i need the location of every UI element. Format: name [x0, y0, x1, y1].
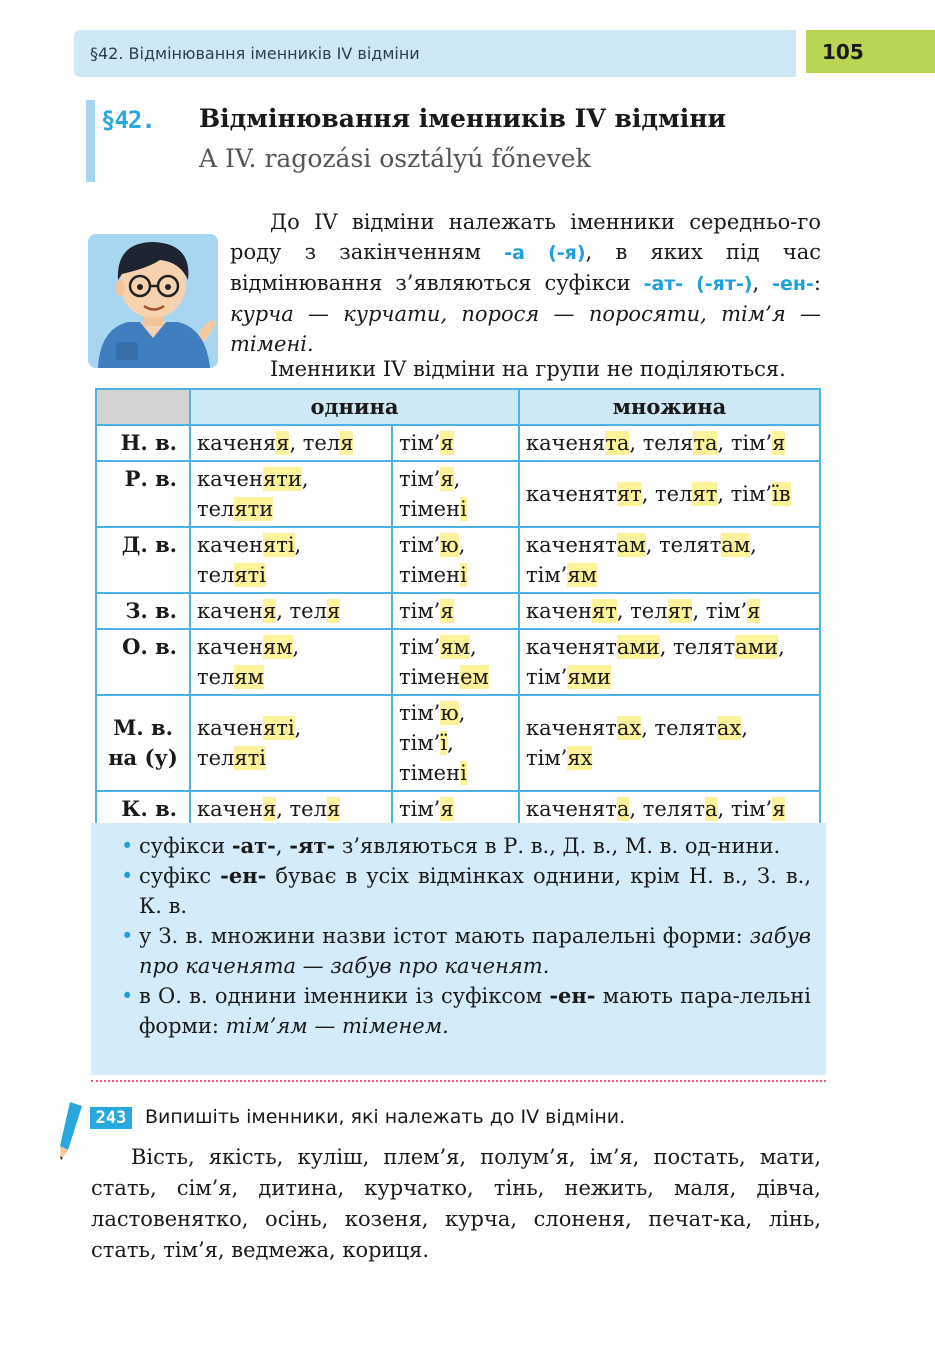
section-title: Відмінювання іменників IV відміни — [199, 104, 727, 133]
word-part: , телят — [629, 797, 705, 821]
word-part: , тім’ — [692, 599, 748, 623]
word-part: тімен — [399, 761, 461, 785]
table-row — [96, 527, 820, 593]
ending-highlight: а — [704, 797, 718, 821]
table-row — [96, 791, 820, 827]
plural-cell — [519, 425, 820, 461]
rule-text: суфікс — [139, 864, 221, 888]
ending-highlight: я — [440, 467, 454, 491]
section-subtitle: A IV. ragozási osztályú főnevek — [199, 144, 591, 173]
ending-highlight: і — [460, 497, 467, 521]
ending-highlight: та — [693, 431, 718, 455]
word-part: , телят — [641, 716, 717, 740]
rule-item — [121, 921, 811, 981]
word-part: , тел — [276, 797, 327, 821]
singular-tim-ya-cell — [392, 695, 519, 791]
word-part: тім’ — [526, 746, 568, 770]
intro-colon: : — [813, 271, 821, 295]
singular-tim-ya-cell — [392, 791, 519, 827]
word-part: , — [741, 716, 748, 740]
word-part: тім’ — [399, 431, 441, 455]
ending-highlight: ам — [616, 533, 646, 557]
rule-text: мають пара-лельні форми: — [139, 984, 811, 1038]
word-part: тімен — [399, 665, 461, 689]
word-part: качен — [197, 599, 263, 623]
table-row — [96, 695, 820, 791]
case-label: М. в. на (у) — [96, 695, 190, 791]
table-row — [96, 461, 820, 527]
ending-highlight: ями — [567, 665, 611, 689]
ending-highlight: я — [262, 599, 277, 623]
plural-cell — [519, 593, 820, 629]
suffix-en-marker: -ен- — [772, 273, 814, 295]
word-part: , — [294, 716, 302, 740]
ending-highlight: яті — [262, 533, 295, 557]
singular-animals-cell — [190, 791, 392, 827]
ending-highlight: ем — [460, 665, 489, 689]
singular-animals-cell — [190, 425, 392, 461]
rule-item — [121, 861, 811, 921]
singular-tim-ya-cell — [392, 593, 519, 629]
rule-text: у З. в. множини назви істот мають паралельні форми: — [139, 924, 750, 948]
ending-highlight: та — [605, 431, 630, 455]
rule-text: буває в усіх відмінках однини, крім Н. в., З. в., К. в. — [139, 864, 811, 918]
case-label: К. в. — [96, 791, 190, 827]
exercise-number: 243 — [90, 1107, 132, 1129]
word-part: , тел — [616, 599, 668, 623]
rule-text: , — [275, 834, 290, 858]
plural-cell — [519, 527, 820, 593]
singular-animals-cell — [190, 593, 392, 629]
ending-highlight: ам — [721, 533, 751, 557]
ending-highlight: ю — [440, 701, 459, 725]
word-part: тімен — [399, 497, 461, 521]
word-part: тім’ — [399, 731, 441, 755]
word-part: тімен — [399, 563, 461, 587]
word-part: качен — [197, 533, 263, 557]
intro-examples: курча — курчати, порося — поросяти, тім’я —тімені. — [230, 302, 821, 356]
case-label: Р. в. — [96, 461, 190, 527]
singular-tim-ya-cell — [392, 527, 519, 593]
word-part: каченя — [526, 431, 606, 455]
rules-list — [121, 831, 811, 1041]
ending-highlight: ят — [616, 482, 642, 506]
ending-highlight: я — [772, 797, 786, 821]
plural-cell — [519, 461, 820, 527]
word-part: , — [301, 467, 309, 491]
ending-highlight: ю — [440, 533, 459, 557]
intro-text-1: До IV відміни належать іменники середньо-го роду з закінченням — [230, 210, 821, 264]
exercise-word-list: Вість, якість, куліш, плем’я, полум’я, ім’я, постать, мати, стать, сім’я, дитина, курчатко, тінь, нежить, маля, дівча, ластовенятко, осінь, козеня, курча, слоненя, печат-ка, лінь, стать, тім’я, ведмежа, кориця. — [91, 1145, 821, 1262]
plural-cell — [519, 791, 820, 827]
word-part: качен — [197, 635, 263, 659]
word-part: каченят — [526, 635, 617, 659]
rule-suffix: -ят- — [289, 833, 336, 858]
word-part: , тел — [641, 482, 693, 506]
case-label: Н. в. — [96, 425, 190, 461]
word-part: каченя — [197, 431, 277, 455]
singular-tim-ya-cell — [392, 629, 519, 695]
ending-marker: -а (-я) — [504, 242, 586, 264]
word-part: тел — [197, 665, 235, 689]
rule-item — [121, 831, 811, 861]
word-part: тім’ — [399, 701, 441, 725]
word-part: качен — [197, 716, 263, 740]
plural-cell — [519, 629, 820, 695]
word-part: каченят — [526, 716, 617, 740]
word-part: , — [458, 533, 466, 557]
running-header-title: §42. Відмінювання іменників IV відміни — [90, 44, 420, 63]
singular-animals-cell — [190, 461, 392, 527]
table-header-row — [96, 389, 820, 425]
page-number-badge — [806, 30, 935, 73]
word-part: каченят — [526, 482, 617, 506]
ending-highlight: ям — [234, 665, 264, 689]
word-part: тім’ — [399, 635, 441, 659]
page-number: 105 — [822, 40, 864, 64]
ending-highlight: ят — [692, 482, 718, 506]
plural-cell — [519, 695, 820, 791]
word-part: , тім’ — [717, 797, 773, 821]
word-part: , телят — [645, 533, 722, 557]
ending-highlight: я — [440, 599, 454, 623]
table-row — [96, 629, 820, 695]
ending-highlight: яті — [262, 716, 295, 740]
word-part: , — [778, 635, 785, 659]
word-part: качен — [197, 467, 263, 491]
running-header — [74, 30, 796, 77]
ending-highlight: і — [460, 761, 467, 785]
case-label: З. в. — [96, 593, 190, 629]
boy-avatar-illustration — [88, 234, 218, 368]
ending-highlight: ах — [716, 716, 742, 740]
word-part: тім’ — [399, 533, 441, 557]
header-singular: однина — [190, 389, 519, 425]
ending-highlight: ят — [667, 599, 693, 623]
ending-highlight: ами — [735, 635, 779, 659]
word-part: качен — [197, 797, 263, 821]
word-part: , — [447, 731, 454, 755]
singular-animals-cell — [190, 527, 392, 593]
rules-box — [91, 823, 826, 1075]
ending-highlight: їв — [772, 482, 791, 506]
ending-highlight: ят — [591, 599, 617, 623]
suffix-at-marker: -ат- (-ят-) — [643, 273, 753, 295]
dotted-divider — [91, 1080, 826, 1082]
word-part: , — [294, 533, 302, 557]
ending-highlight: я — [747, 599, 761, 623]
word-part: , — [750, 533, 757, 557]
ending-highlight: ами — [616, 635, 660, 659]
table-row — [96, 425, 820, 461]
header-plural: множина — [519, 389, 820, 425]
singular-tim-ya-cell — [392, 461, 519, 527]
rule-example: тім’ям — тіменем. — [225, 1014, 449, 1038]
word-part: , теля — [629, 431, 694, 455]
ending-highlight: яті — [234, 746, 266, 770]
exercise-text — [91, 1142, 821, 1266]
rule-text: в О. в. однини іменники із суфіксом — [139, 984, 550, 1008]
rule-text: суфікси — [139, 834, 232, 858]
word-part: , тел — [289, 431, 341, 455]
ending-highlight: і — [460, 563, 467, 587]
rule-suffix: -ат- — [231, 833, 276, 858]
ending-highlight: я — [262, 797, 277, 821]
ending-highlight: ях — [567, 746, 593, 770]
rule-text: з’являються в Р. в., Д. в., М. в. од-нини. — [335, 834, 781, 858]
case-label: Д. в. — [96, 527, 190, 593]
groups-note: Іменники IV відміни на групи не поділяються. — [270, 357, 786, 381]
word-part: каченят — [526, 797, 617, 821]
word-part: тім’ — [526, 563, 568, 587]
ending-highlight: я — [326, 797, 341, 821]
word-part: тел — [197, 563, 235, 587]
rule-suffix: -ен- — [220, 863, 267, 888]
word-part: тім’ — [399, 797, 441, 821]
word-part: , тім’ — [717, 431, 773, 455]
declension-table — [95, 388, 821, 828]
ending-highlight: ям — [567, 563, 597, 587]
word-part: , — [453, 467, 461, 491]
word-part: каченят — [526, 533, 617, 557]
ending-highlight: я — [772, 431, 786, 455]
rule-example: забув про каченята — забув про каченят. — [139, 924, 811, 978]
word-part: тел — [197, 746, 235, 770]
rule-suffix: -ен- — [549, 983, 596, 1008]
singular-tim-ya-cell — [392, 425, 519, 461]
word-part: тел — [197, 497, 235, 521]
ending-highlight: ї — [440, 731, 448, 755]
rule-item — [121, 981, 811, 1041]
intro-text-2: , в яких під час відмінювання з’являються суфікси — [230, 240, 821, 295]
ending-highlight: я — [440, 797, 454, 821]
word-part: тім’ — [526, 665, 568, 689]
word-part: качен — [526, 599, 592, 623]
ending-highlight: я — [340, 431, 354, 455]
exercise-task: Випишіть іменники, які належать до IV відміни. — [145, 1106, 626, 1128]
intro-paragraph — [230, 207, 821, 359]
word-part: , тел — [276, 599, 327, 623]
word-part: тім’ — [399, 599, 441, 623]
ending-highlight: ах — [616, 716, 642, 740]
header-blank-cell — [96, 389, 190, 425]
word-part: , — [469, 635, 477, 659]
ending-highlight: ям — [440, 635, 470, 659]
section-number: §42. — [101, 106, 155, 134]
word-part: , — [458, 701, 466, 725]
case-label: О. в. — [96, 629, 190, 695]
section-accent-bar — [86, 100, 95, 182]
word-part: , телят — [659, 635, 736, 659]
ending-highlight: яті — [234, 563, 266, 587]
singular-animals-cell — [190, 629, 392, 695]
word-part: , тім’ — [717, 482, 773, 506]
ending-highlight: я — [276, 431, 290, 455]
ending-highlight: я — [326, 599, 341, 623]
ending-highlight: ям — [262, 635, 293, 659]
singular-animals-cell — [190, 695, 392, 791]
pencil-icon — [56, 1100, 86, 1166]
ending-highlight: я — [440, 431, 454, 455]
ending-highlight: яти — [234, 497, 274, 521]
word-part: , — [292, 635, 300, 659]
ending-highlight: а — [616, 797, 630, 821]
table-row — [96, 593, 820, 629]
word-part: тім’ — [399, 467, 441, 491]
intro-comma: , — [752, 271, 760, 295]
ending-highlight: яти — [262, 467, 302, 491]
